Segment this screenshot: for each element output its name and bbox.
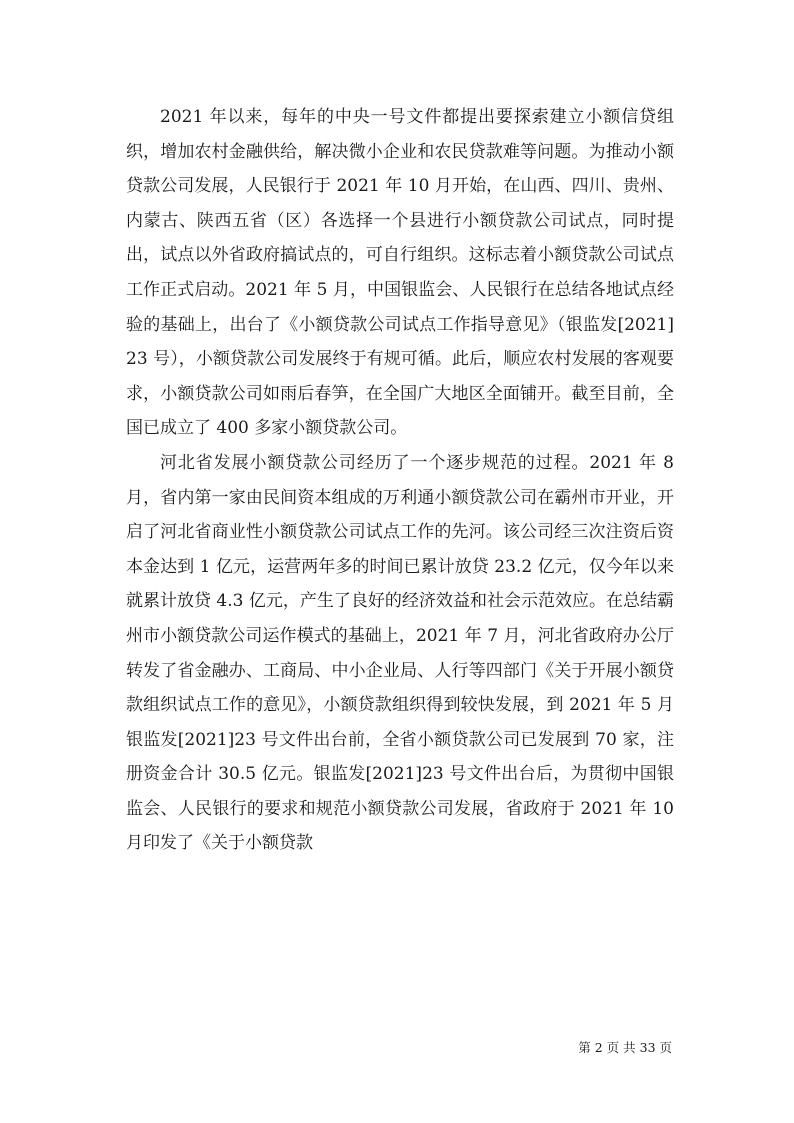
- paragraph-1: 2021 年以来，每年的中央一号文件都提出要探索建立小额信贷组织，增加农村金融供给，解决微小企业和农民贷款难等问题。为推动小额贷款公司发展，人民银行于 2021 年 10 月开始，在山西、四川、贵州、内蒙古、陕西五省（区）各选择一个县进行小额贷款公司试点，同时提出，试点以外省政府搞试点的，可自行组织。这标志着小额贷款公司试点工作正式启动。2021 年 5 月，中国银监会、人民银行在总结各地试点经验的基础上，出台了《小额贷款公司试点工作指导意见》（银监发[2021]23 号），小额贷款公司发展终于有规可循。此后，顺应农村发展的客观要求，小额贷款公司如雨后春笋，在全国广大地区全面铺开。截至目前，全国已成立了 400 多家小额贷款公司。: [126, 107, 674, 439]
- document-body: [126, 100, 674, 861]
- page-number: 第 2 页 共 33 页: [578, 1040, 672, 1055]
- paragraph-2: 河北省发展小额贷款公司经历了一个逐步规范的过程。2021 年 8 月，省内第一家由民间资本组成的万利通小额贷款公司在霸州市开业，开启了河北省商业性小额贷款公司试点工作的先河。该公司经三次注资后资本金达到 1 亿元，运营两年多的时间已累计放贷 23.2 亿元，仅今年以来就累计放贷 4.3 亿元，产生了良好的经济效益和社会示范效应。在总结霸州市小额贷款公司运作模式的基础上，2021 年 7 月，河北省政府办公厅转发了省金融办、工商局、中小企业局、人行等四部门《关于开展小额贷款组织试点工作的意见》，小额贷款组织得到较快发展，到 2021 年 5 月银监发[2021]23 号文件出台前，全省小额贷款公司已发展到 70 家，注册资金合计 30.5 亿元。银监发[2021]23 号文件出台后，为贯彻中国银监会、人民银行的要求和规范小额贷款公司发展，省政府于 2021 年 10 月印发了《关于小额贷款: [126, 452, 674, 854]
